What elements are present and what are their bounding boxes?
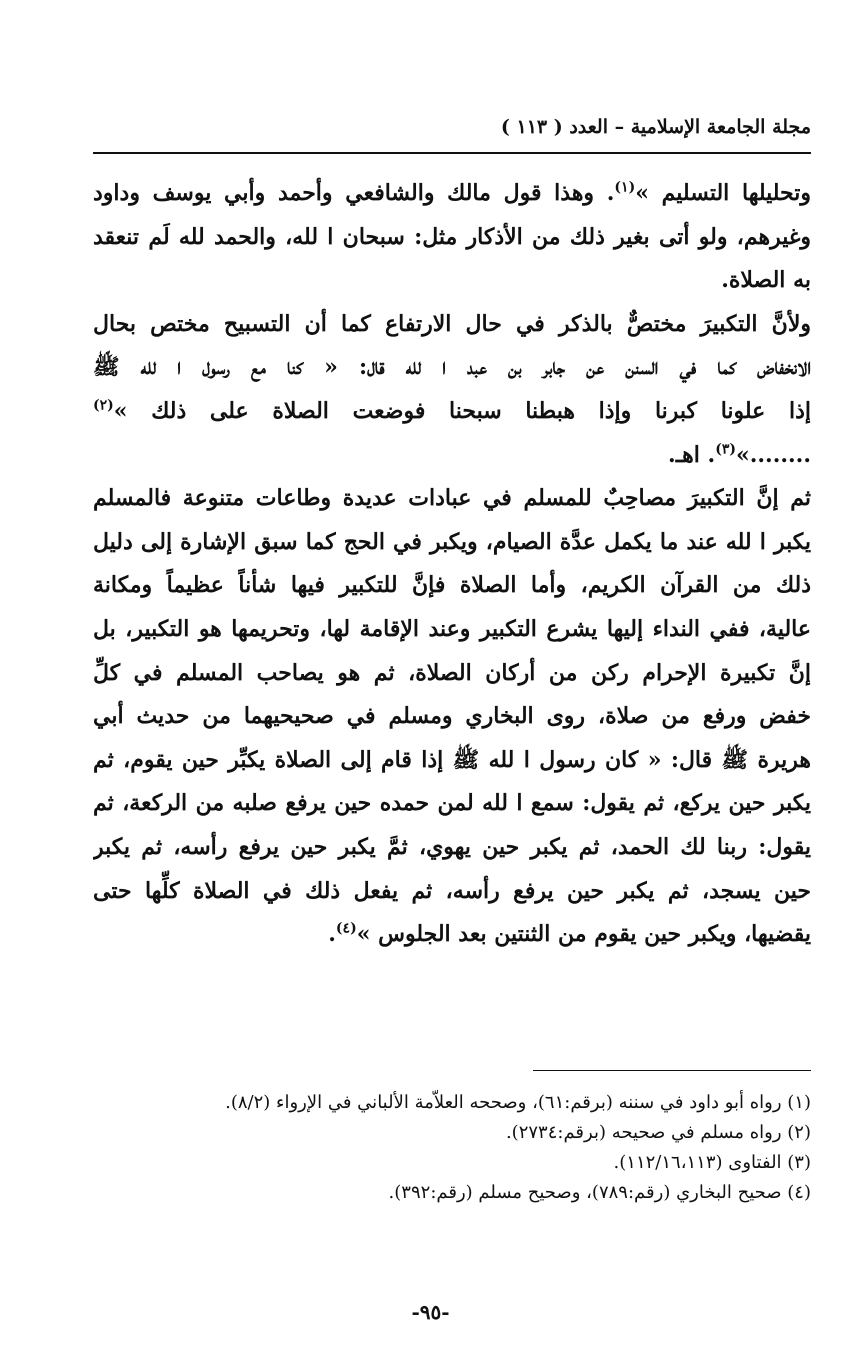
line-text: . [328, 921, 336, 948]
text-line: يكبر حين يركع، ثم يقول: سمع ا لله لمن حمده حين يرفع صلبه من الركعة، ثم [93, 790, 811, 817]
text-line: حين يسجد، ثم يكبر حين يرفع رأسه، ثم يفعل ذلك في الصلاة كلِّها حتى [93, 877, 811, 904]
footnote: (٤) صحيح البخاري (رقم:٧٨٩)، وصحيح مسلم (رقم:٣٩٢). [388, 1182, 811, 1203]
text-line: عالية، ففي النداء إليها يشرع التكبير وعند الإقامة لها، وتحريمها هو التكبير، بل [93, 615, 811, 642]
paragraph [93, 172, 811, 303]
paragraph [93, 477, 811, 957]
line-text: . اهـ. [668, 441, 716, 468]
text-line: هريرة ﷺ قال: « كان رسول ا لله ﷺ إذا قام إلى الصلاة يكبِّر حين يقوم، ثم [93, 746, 811, 773]
text-line: ذلك من القرآن الكريم، وأما الصلاة فإنَّ للتكبير فيها شأناً عظيماً ومكانة [93, 572, 811, 599]
footnote-ref: (٤) [335, 920, 357, 937]
text-line: يقول: ربنا لك الحمد، ثم يكبر حين يهوي، ثمَّ يكبر حين يرفع رأسه، ثم يكبر [93, 833, 811, 860]
footnote-divider [533, 1070, 811, 1071]
page-number: -٩٥- [411, 1300, 450, 1324]
line-text: وتحليلها التسليم » [635, 180, 811, 206]
footnote: (٢) رواه مسلم في صحيحه (برقم:٢٧٣٤). [505, 1122, 811, 1143]
page-header [93, 112, 811, 154]
footnote: (١) رواه أبو داود في سننه (برقم:٦١)، وصححه العلاّمة الألباني في الإرواء (٨/٢). [225, 1092, 811, 1113]
footnote-ref: (١) [614, 179, 636, 196]
text-line: وغيرهم، ولو أتى بغير ذلك من الأذكار مثل: سبحان ا لله، والحمد لله لَم تنعقد [93, 223, 811, 250]
text-line: خفض ورفع من صلاة، روى البخاري ومسلم في صحيحيهما من حديث أبي [93, 703, 811, 730]
running-head: مجلة الجامعة الإسلامية – العدد ( ١١٣ ) [500, 116, 811, 138]
text-line: الانخفاض كما في السنن عن جابر بن عبد ا لله قال: « كنا مع رسول ا لله ﷺ [93, 354, 811, 381]
line-text: . وهذا قول مالك والشافعي وأحمد وأبي يوسف وداود [93, 180, 615, 206]
text-line [93, 390, 811, 434]
text-line: ولأنَّ التكبيرَ مختصٌّ بالذكر في حال الارتفاع كما أن التسبيح مختص بحال [93, 310, 811, 337]
footnote: (٣) الفتاوى (١١٢/١٦،١١٣). [613, 1152, 811, 1173]
text-line: إنَّ تكبيرة الإحرام ركن من أركان الصلاة، ثم هو يصاحب المسلم في كلِّ [93, 659, 811, 686]
footnote-ref: (٢) [93, 397, 114, 414]
text-line [93, 172, 811, 216]
footnotes [91, 1088, 811, 1208]
line-text: ........» [735, 441, 811, 468]
text-line: به الصلاة. [721, 267, 811, 294]
paragraph [93, 303, 811, 477]
text-line [93, 913, 811, 957]
line-text: يقضيها، ويكبر حين يقوم من الثنتين بعد الجلوس » [356, 921, 811, 948]
text-line: يكبر ا لله عند ما يكمل عدَّة الصيام، ويكبر في الحج كما سبق الإشارة إلى دليل [93, 528, 811, 555]
main-text [93, 172, 811, 957]
line-text: إذا علونا كبرنا وإذا هبطنا سبحنا فوضعت الصلاة على ذلك » [113, 397, 811, 424]
footnote-ref: (٣) [715, 441, 736, 458]
text-line: ثم إنَّ التكبيرَ مصاحِبٌ للمسلم في عبادات عديدة وطاعات متنوعة فالمسلم [93, 485, 811, 512]
text-line [93, 434, 811, 478]
